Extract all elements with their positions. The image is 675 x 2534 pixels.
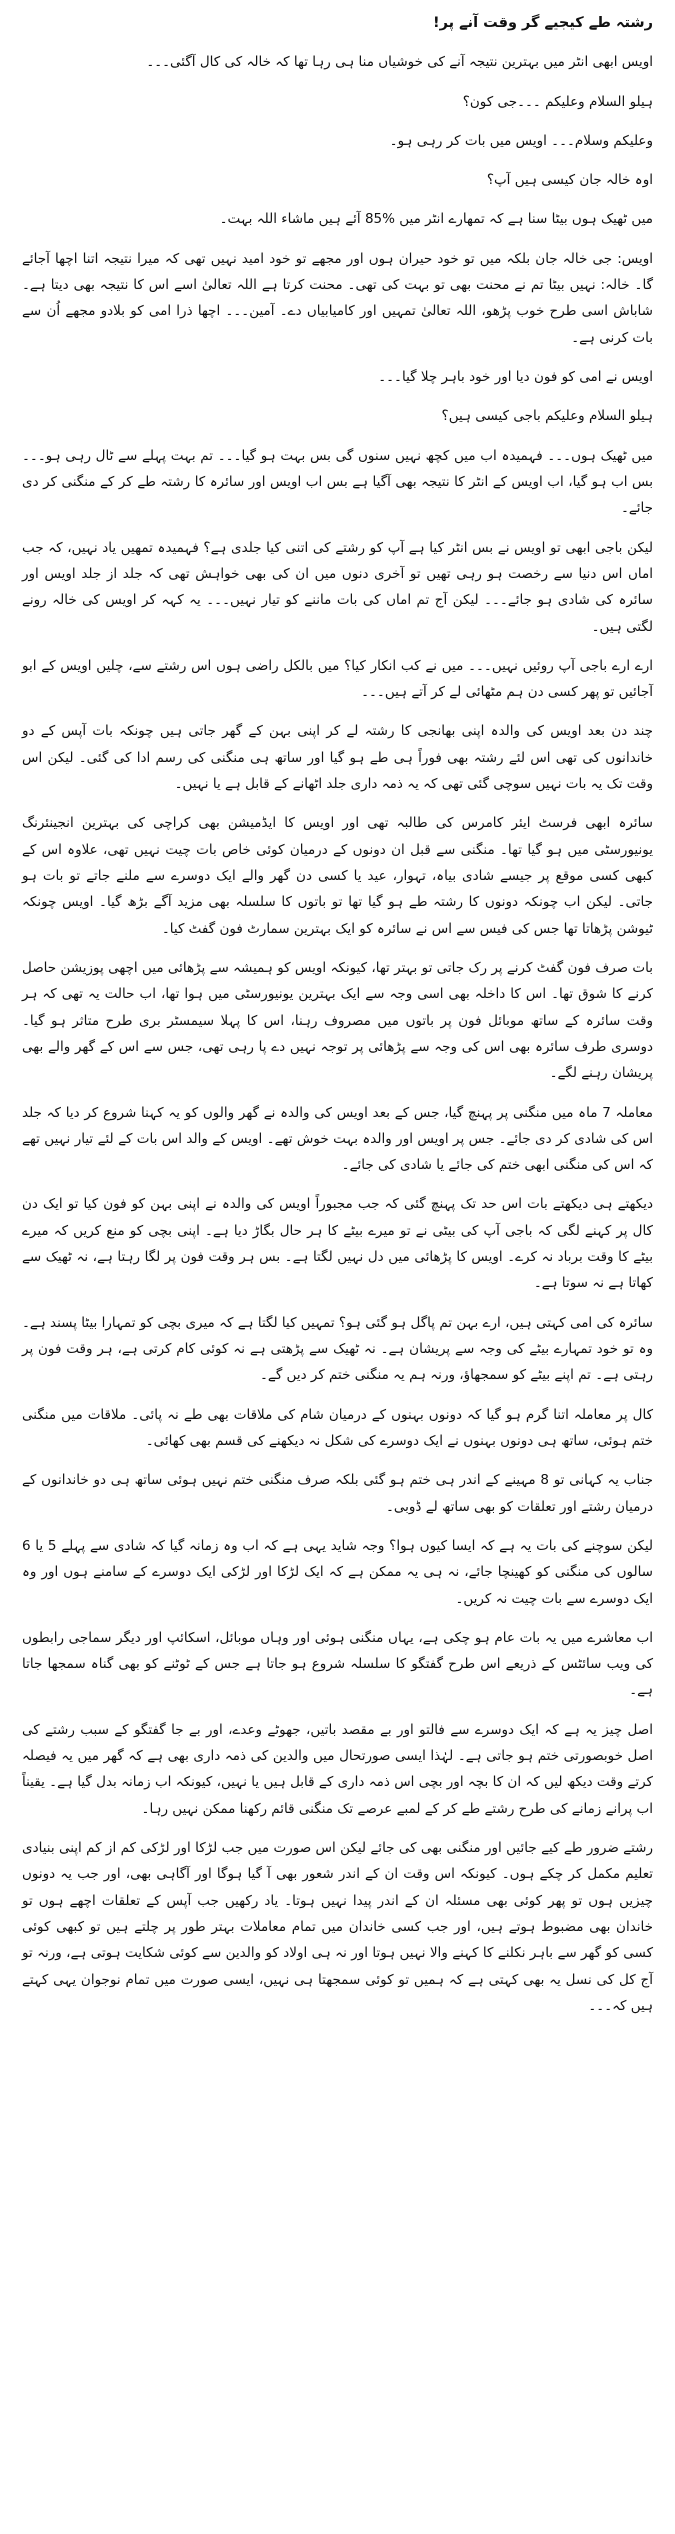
paragraph: اب معاشرے میں یہ بات عام ہو چکی ہے، یہاں منگنی ہوئی اور وہاں موبائل، اسکائپ اور دیگر سماجی رابطوں کی ویب سائٹس کے ذریعے اس طرح گفتگو کا سلسلہ شروع ہو جاتا ہے جس کے ٹوٹنے کو بھی گناہ سمجھا جاتا ہے۔ xyxy=(22,1629,653,1699)
paragraph: اوہ خالہ جان کیسی ہیں آپ؟ xyxy=(486,172,653,189)
paragraph: وعلیکم وسلام۔۔۔ اویس میں بات کر رہی ہو۔ xyxy=(389,132,653,149)
paragraph: میں ٹھیک ہوں۔۔۔ فہمیدہ اب میں کچھ نہیں سنوں گی بس بہت ہو گیا۔۔۔ تم بہت پہلے سے ٹال رہی ہو۔۔۔ بس اب ہو گیا، اب اویس کے انٹر کا نتیجہ بھی آگیا ہے بس اب اویس اور سائرہ کا رشتہ طے کر کے منگنی کر دی جائے۔ xyxy=(22,447,653,517)
paragraph: اویس: جی خالہ جان بلکہ میں تو خود حیران ہوں اور مجھے تو خود امید نہیں تھی کہ میرا نتیجہ اتنا اچھا آجائے گا۔ خالہ: نہیں بیٹا تم نے محنت بھی تو بہت کی تھی۔ محنت کرتا ہے اللہ تعالیٰ اسے اس کا نتیجہ بھی دیتا ہے۔ شاباش اسی طرح خوب پڑھو، اللہ تعالیٰ تمہیں اور کامیابیاں دے۔ آمین۔۔۔ اچھا ذرا امی کو بلادو مجھے اُن سے بات کرنی ہے۔ xyxy=(22,250,653,346)
article-title: رشتہ طے کیجیے گر وقت آنے پر! xyxy=(433,15,653,31)
paragraph: ارے ارے باجی آپ روئیں نہیں۔۔۔ میں نے کب انکار کیا؟ میں بالکل راضی ہوں اس رشتے سے، چلیں اویس کے ابو آجائیں تو پھر کسی دن ہم مٹھائی لے کر آتے ہیں۔۔۔ xyxy=(22,657,653,701)
paragraph: اویس ابھی انٹر میں بہترین نتیجہ آنے کی خوشیاں منا ہی رہا تھا کہ خالہ کی کال آگئی۔۔۔ xyxy=(146,54,653,71)
paragraph: معاملہ 7 ماہ میں منگنی پر پہنچ گیا، جس کے بعد اویس کی والدہ نے گھر والوں کو یہ کہنا شروع کر دیا کہ جلد اس کی شادی کر دی جائے۔ جس پر اویس اور والدہ بہت خوش تھے۔ اویس کے والد اس بات کے لئے تیار نہیں تھے کہ اس کی منگنی ابھی ختم کی جائے یا شادی کی جائے۔ xyxy=(22,1104,653,1174)
paragraph: سائرہ کی امی کہتی ہیں، ارے بہن تم پاگل ہو گئی ہو؟ تمہیں کیا لگتا ہے کہ میری بچی کو تمہارا بیٹا پسند ہے۔ وہ تو خود تمہارے بیٹے کی وجہ سے پریشان ہے۔ نہ ٹھیک سے پڑھتی ہے نہ کوئی کام کرتی ہے، ہر وقت فون پر رہتی ہے۔ تم اپنے بیٹے کو سمجھاؤ، ورنہ ہم یہ منگنی ختم کر دیں گے۔ xyxy=(22,1314,653,1384)
paragraph: کال پر معاملہ اتنا گرم ہو گیا کہ دونوں بہنوں کے درمیان شام کی ملاقات بھی طے نہ پائی۔ ملاقات میں منگنی ختم ہوئی، ساتھ ہی دونوں بہنوں نے ایک دوسرے کی شکل نہ دیکھنے کی قسم بھی کھائی۔ xyxy=(22,1406,653,1449)
paragraph: دیکھتے ہی دیکھتے بات اس حد تک پہنچ گئی کہ جب مجبوراً اویس کی والدہ نے اپنی بہن کو فون کیا تو ایک دن کال پر کہنے لگی کہ باجی آپ کی بیٹی نے تو میرے بیٹے کا ہر حال بگاڑ دیا ہے۔ اپنی بچی کو منع کریں کہ میرے بیٹے کا وقت برباد نہ کرے۔ اویس کا پڑھائی میں دل نہیں لگتا ہے۔ بس ہر وقت فون پر لگا رہتا ہے، نہ ٹھیک سے کھاتا ہے نہ سوتا ہے۔ xyxy=(22,1196,653,1292)
paragraph: لیکن سوچنے کی بات یہ ہے کہ ایسا کیوں ہوا؟ وجہ شاید یہی ہے کہ اب وہ زمانہ گیا کہ شادی سے پہلے 5 یا 6 سالوں کی منگنی کو کھینچا جائے، نہ ہی یہ ممکن ہے کہ ایک لڑکا اور لڑکی ایک دوسرے کے سامنے ہوں اور وہ ایک دوسرے سے بات چیت نہ کریں۔ xyxy=(22,1537,654,1607)
paragraph: میں ٹھیک ہوں بیٹا سنا ہے کہ تمھارے انٹر میں %85 آئے ہیں ماشاء اللہ بہت۔ xyxy=(219,211,653,228)
paragraph: ہیلو السلام وعلیکم ۔۔۔جی کون؟ xyxy=(462,93,653,110)
paragraph: اصل چیز یہ ہے کہ ایک دوسرے سے فالتو اور بے مقصد باتیں، جھوٹے وعدے، اور بے جا گفتگو کے سبب رشتے کی اصل خوبصورتی ختم ہو جاتی ہے۔ لہٰذا ایسی صورتحال میں والدین کی ذمہ داری بھی ہے کہ گھر میں یہ فیصلہ کرتے وقت دیکھ لیں کہ ان کا بچہ اور بچی اس ذمہ داری کے قابل ہیں یا نہیں، کیونکہ اب زمانہ بدل گیا ہے۔ یقیناً اب پرانے زمانے کی طرح رشتے طے کر کے لمبے عرصے تک منگنی قائم رکھنا ممکن نہیں رہا۔ xyxy=(22,1721,653,1817)
paragraph: بات صرف فون گفٹ کرنے پر رک جاتی تو بہتر تھا، کیونکہ اویس کو ہمیشہ سے پڑھائی میں اچھی پوزیشن حاصل کرنے کا شوق تھا۔ اس کا داخلہ بھی اسی وجہ سے ایک بہترین یونیورسٹی میں ہوا تھا، اب حالت یہ تھی کہ ہر وقت سائرہ کے ساتھ موبائل فون پر باتوں میں مصروف رہنا، اس کا پہلا سیمسٹر بری طرح متاثر ہو گیا۔ دوسری طرف سائرہ بھی اس کی وجہ سے پڑھائی پر توجہ نہیں دے پا رہی تھی، جس سے اس کے گھر والے بھی پریشان رہنے لگے۔ xyxy=(22,959,653,1082)
paragraph: رشتے ضرور طے کیے جائیں اور منگنی بھی کی جائے لیکن اس صورت میں جب لڑکا اور لڑکی کم از کم اپنی بنیادی تعلیم مکمل کر چکے ہوں۔ کیونکہ اس وقت ان کے اندر شعور بھی آ گیا ہوگا اور آگاہی بھی، اور جب یہ دونوں چیزیں ہوں تو پھر کوئی بھی مسئلہ ان کے اندر پیدا نہیں ہوتا۔ یاد رکھیں جب آپس کے تعلقات اچھے ہوں تو خاندان بھی مضبوط ہوتے ہیں، اور جب کسی خاندان میں تمام معاملات بہتر طور پر چلتے ہیں تو کبھی کوئی کسی کو گھر سے باہر نکلنے کا کہنے والا نہیں ہوتا اور نہ ہی اولاد کو والدین سے کوئی شکایت ہوتی ہے، ورنہ تو آج کل کی نسل یہ بھی کہتی ہے کہ ہمیں تو کوئی سمجھتا ہی نہیں، ایسی صورت میں تمام نوجوان یہی کہتے ہیں کہ۔۔۔ xyxy=(22,1840,653,2014)
article-body xyxy=(22,49,653,2019)
paragraph: جناب یہ کہانی تو 8 مہینے کے اندر ہی ختم ہو گئی بلکہ صرف منگنی ختم نہیں ہوئی ساتھ ہی دو خاندانوں کے درمیان رشتے اور تعلقات کو بھی ساتھ لے ڈوبی۔ xyxy=(22,1472,653,1515)
paragraph: اویس نے امی کو فون دیا اور خود باہر چلا گیا۔۔۔ xyxy=(378,369,653,385)
paragraph: چند دن بعد اویس کی والدہ اپنی بھانجی کا رشتہ لے کر اپنی بہن کے گھر جاتی ہیں چونکہ بات آپس کے دو خاندانوں کی تھی اس لئے رشتہ بھی فوراً ہی طے ہو گیا اور ساتھ ہی منگنی کی رسم ادا کی گئی۔ لیکن اس وقت تک یہ بات نہیں سوچی گئی تھی کہ یہ ذمہ داری جلد اٹھانے کے قابل ہے یا نہیں۔ xyxy=(22,723,653,793)
paragraph: سائرہ ابھی فرسٹ ایئر کامرس کی طالبہ تھی اور اویس کا ایڈمیشن بھی کراچی کی بہترین انجینئرنگ یونیورسٹی میں ہو گیا تھا۔ منگنی سے قبل ان دونوں کے درمیان کوئی خاص بات چیت نہیں تھی، علاوہ اس کے کبھی کسی موقع پر جیسے شادی بیاہ، تہوار، عید یا کسی دن گھر والے ایک دوسرے سے ملنے جاتے تو بات ہو جاتی۔ لیکن اب چونکہ دونوں کا رشتہ طے ہو گیا تھا تو باتوں کا سلسلہ بھی مزید آگے بڑھ گیا۔ اویس چونکہ ٹیوشن پڑھاتا تھا جس کی فیس سے اس نے سائرہ کو ایک بہترین سمارٹ فون گفٹ کیا۔ xyxy=(22,815,653,937)
paragraph: لیکن باجی ابھی تو اویس نے بس انٹر کیا ہے آپ کو رشتے کی اتنی کیا جلدی ہے؟ فہمیدہ تمھیں یاد نہیں، کہ جب اماں اس دنیا سے رخصت ہو رہی تھیں تو آخری دنوں میں ان کی بھی خواہش تھی کہ جلد از جلد اویس اور سائرہ کی شادی ہو جائے۔۔۔ لیکن آج تم اماں کی بات ماننے کو تیار نہیں۔۔۔ یہ کہہ کر اویس کی خالہ رونے لگتی ہیں۔ xyxy=(22,539,653,635)
paragraph: ہیلو السلام وعلیکم باجی کیسی ہیں؟ xyxy=(441,408,653,425)
